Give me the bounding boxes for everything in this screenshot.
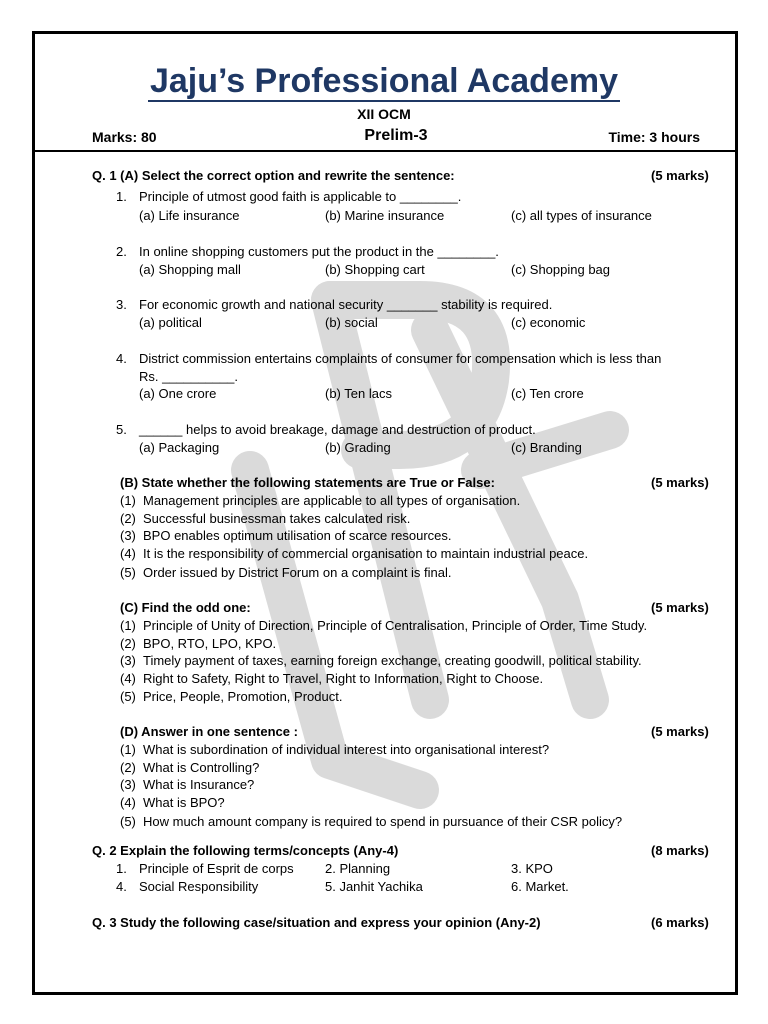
q3-heading: Q. 3 Study the following case/situation and express your opinion (Any-2) [92,915,541,930]
q1a-item-num: 3. [116,297,127,312]
q1a-option-a: (a) Packaging [139,440,220,455]
q1a-option-c: (c) Ten crore [511,386,584,401]
q1d-item-num: (4) [120,795,136,810]
academy-title [0,62,768,101]
q1a-option-b: (b) Ten lacs [325,386,392,401]
q1d-item-text: How much amount company is required to spend in pursuance of their CSR policy? [143,814,623,829]
q1a-option-c: (c) Branding [511,440,582,455]
q2-term: Principle of Esprit de corps [139,861,294,876]
q1c-item-text: Principle of Unity of Direction, Principle of Centralisation, Principle of Order, Time Study. [143,618,648,633]
q2-term: Social Responsibility [139,879,259,894]
q1b-item-num: (2) [120,511,136,526]
q1c-heading: (C) Find the odd one: [120,600,251,615]
q1b-item-num: (4) [120,546,136,561]
q1c-item-text: BPO, RTO, LPO, KPO. [143,636,277,651]
q2-heading: Q. 2 Explain the following terms/concepts (Any-4) [92,843,399,858]
q1a-item-text-cont: Rs. __________. [139,369,239,384]
q1a-option-c: (c) Shopping bag [511,262,611,277]
q1c-item-text: Timely payment of taxes, earning foreign exchange, creating goodwill, political stability. [143,653,642,668]
q1a-item-text: In online shopping customers put the product in the ________. [139,244,499,259]
q1c-item-text: Price, People, Promotion, Product. [143,689,343,704]
q1b-item-text: Successful businessman takes calculated risk. [143,511,411,526]
q1c-marks: (5 marks) [651,600,709,615]
q1a-item-num: 1. [116,189,127,204]
q1a-item-text: Principle of utmost good faith is applicable to ________. [139,189,462,204]
q1d-marks: (5 marks) [651,724,709,739]
academy-title-text: Jaju’s Professional Academy [149,62,618,100]
q1c-item-num: (3) [120,653,136,668]
q1d-item-text: What is Controlling? [143,760,260,775]
q1b-item-num: (3) [120,528,136,543]
q1a-option-a: (a) political [139,315,202,330]
q1b-heading: (B) State whether the following statements are True or False: [120,475,495,490]
q1a-option-b: (b) Shopping cart [325,262,425,277]
q1a-option-b: (b) Marine insurance [325,208,445,223]
q2-item-num: 4. [116,879,127,894]
q1d-item-num: (1) [120,742,136,757]
q1a-option-a: (a) Life insurance [139,208,240,223]
q2-marks: (8 marks) [651,843,709,858]
q1a-heading: Q. 1 (A) Select the correct option and rewrite the sentence: [92,168,455,183]
q1a-option-b: (b) social [325,315,378,330]
q1a-item-num: 2. [116,244,127,259]
q1c-item-text: Right to Safety, Right to Travel, Right to Information, Right to Choose. [143,671,544,686]
q1a-option-a: (a) One crore [139,386,217,401]
class-label: XII OCM [357,106,411,122]
q2-term: 5. Janhit Yachika [325,879,423,894]
q1a-item-num: 5. [116,422,127,437]
q1c-item-num: (1) [120,618,136,633]
q1a-item-text: District commission entertains complaints of consumer for compensation which is less than [139,351,662,366]
q1b-item-text: BPO enables optimum utilisation of scarce resources. [143,528,452,543]
exam-info-row [92,127,700,149]
q1a-option-c: (c) all types of insurance [511,208,652,223]
q1c-item-num: (2) [120,636,136,651]
page-border-shadow [32,993,738,995]
q1a-item-text: ______ helps to avoid breakage, damage and destruction of product. [139,422,536,437]
q1b-marks: (5 marks) [651,475,709,490]
q1b-item-text: Management principles are applicable to all types of organisation. [143,493,521,508]
q1a-option-a: (a) Shopping mall [139,262,241,277]
q1d-item-num: (3) [120,777,136,792]
q1a-option-c: (c) economic [511,315,586,330]
total-marks: Marks: 80 [92,129,157,145]
q1d-item-text: What is subordination of individual interest into organisational interest? [143,742,550,757]
q1b-item-text: It is the responsibility of commercial organisation to maintain industrial peace. [143,546,589,561]
q2-term: 3. KPO [511,861,553,876]
q2-term: 2. Planning [325,861,391,876]
q1a-option-b: (b) Grading [325,440,391,455]
q1b-item-num: (5) [120,565,136,580]
q1d-item-num: (2) [120,760,136,775]
q2-item-num: 1. [116,861,127,876]
q1a-item-num: 4. [116,351,127,366]
q1c-item-num: (5) [120,689,136,704]
q1c-item-num: (4) [120,671,136,686]
q1d-item-text: What is BPO? [143,795,225,810]
q1b-item-text: Order issued by District Forum on a complaint is final. [143,565,452,580]
q1a-marks: (5 marks) [651,168,709,183]
header-divider [35,150,735,152]
q2-term: 6. Market. [511,879,569,894]
q1a-item-text: For economic growth and national security _______ stability is required. [139,297,553,312]
q1d-item-num: (5) [120,814,136,829]
q1d-heading: (D) Answer in one sentence : [120,724,298,739]
q1b-item-num: (1) [120,493,136,508]
exam-time: Time: 3 hours [608,129,700,145]
q1d-item-text: What is Insurance? [143,777,255,792]
q3-marks: (6 marks) [651,915,709,930]
exam-name: Prelim-3 [364,127,428,144]
